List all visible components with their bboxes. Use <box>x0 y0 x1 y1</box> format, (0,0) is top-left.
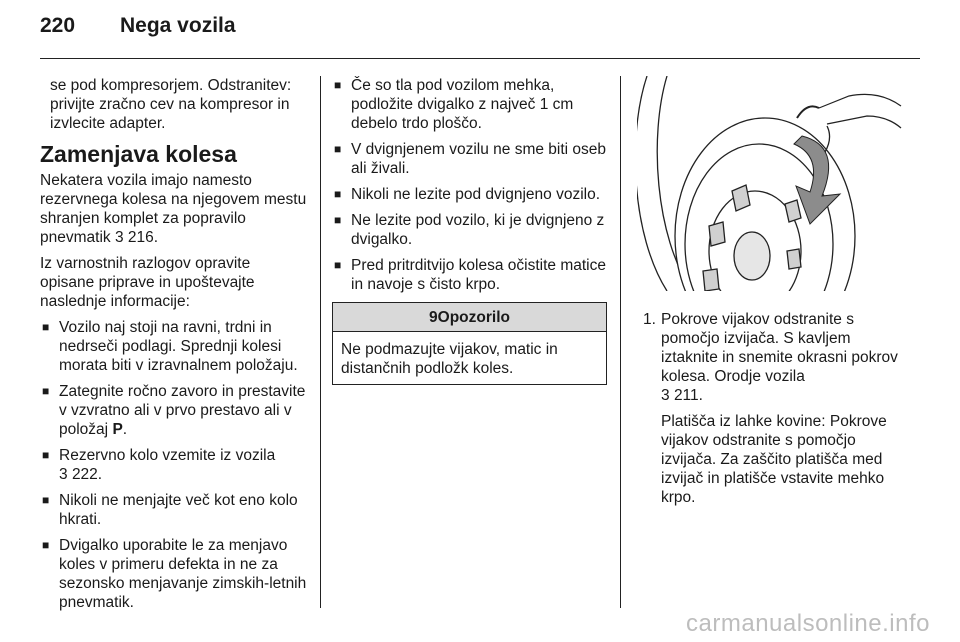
bullet-icon: ■ <box>334 258 342 272</box>
list-item: ■ Rezervno kolo vzemite iz vozila 3 222. <box>42 447 276 483</box>
gear-position: P <box>112 421 123 438</box>
bullet-icon: ■ <box>334 78 342 92</box>
step-1-note: Platišča iz lahke kovine: Pokrove vijakov odstranite s pomočjo izvijača. Za zaščito platišča med izvijač in platišče vstavite mehko krpo. <box>661 413 887 506</box>
step-1: 1. Pokrove vijakov odstranite s pomočjo izvijača. S kavljem iztaknite in snemite okrasni pokrov kolesa. Orodje vozila 3 211. <box>643 311 898 404</box>
bullet-icon: ■ <box>42 320 50 334</box>
safety-list-continued <box>332 76 607 294</box>
bullet-icon: ■ <box>42 384 50 398</box>
warning-icon: 9 <box>429 309 438 326</box>
warning-header <box>333 303 606 332</box>
bullet-icon: ■ <box>334 142 342 156</box>
list-item: ■ Ne lezite pod vozilo, ki je dvignjeno z dvigalko. <box>334 212 605 248</box>
list-item: ■ Zategnite ročno zavoro in prestavite v vzvratno ali v prvo prestavo ali v položaj P. <box>42 383 306 438</box>
warning-box <box>332 302 607 385</box>
list-item: ■ Vozilo naj stoji na ravni, trdni in nedrseči podlagi. Sprednji kolesi morata biti v izravnalnem položaju. <box>42 319 298 374</box>
wheel-cover-removal-illustration <box>637 76 902 291</box>
safety-list <box>40 318 308 612</box>
list-item: ■ Dvigalko uporabite le za menjavo koles v primeru defekta in ne za sezonsko menjavanje zimskih-letnih pnevmatik. <box>42 537 307 611</box>
bullet-icon: ■ <box>334 187 342 201</box>
intro-text: se pod kompresorjem. Odstranitev: privijte zračno cev na kompresor in izvlecite adapter. <box>50 77 292 132</box>
header-rule <box>40 58 920 59</box>
column-3 <box>637 76 902 514</box>
step-number: 1. <box>643 311 656 328</box>
section-heading: Zamenjava kolesa <box>40 141 237 167</box>
list-item: ■ Pred pritrditvijo kolesa očistite matice in navoje s čisto krpo. <box>334 257 606 293</box>
ref-arrow-icon: 3 <box>661 387 670 404</box>
list-item: ■ Če so tla pod vozilom mehka, podložite dvigalko z največ 1 cm debelo trdo ploščo. <box>334 77 574 132</box>
instruction-steps <box>637 310 902 507</box>
page-reference[interactable]: 222. <box>71 466 103 483</box>
warning-title: Opozorilo <box>437 309 510 326</box>
bullet-icon: ■ <box>42 538 50 552</box>
bullet-icon: ■ <box>42 493 50 507</box>
list-item: ■ V dvignjenem vozilu ne sme biti oseb ali živali. <box>334 141 607 177</box>
paragraph-2: Iz varnostnih razlogov opravite opisane priprave in upoštevajte naslednje informacije: <box>40 255 255 310</box>
page-title: Nega vozila <box>120 14 236 37</box>
column-2 <box>332 76 607 385</box>
warning-text: Ne podmazujte vijakov, matic in distančnih podložk koles. <box>341 341 558 377</box>
column-divider <box>620 76 621 608</box>
page-header <box>40 14 236 50</box>
page-number: 220 <box>40 14 76 37</box>
bullet-icon: ■ <box>42 448 50 462</box>
column-divider <box>320 76 321 608</box>
page-reference[interactable]: 211. <box>673 387 703 404</box>
paragraph-1: Nekatera vozila imajo namesto rezervnega kolesa na njegovem mestu shranjen komplet za popravilo pnevmatik 3 216. <box>40 172 307 246</box>
ref-arrow-icon: 3 <box>59 466 68 483</box>
bullet-icon: ■ <box>334 213 342 227</box>
column-1 <box>40 76 308 619</box>
ref-arrow-icon: 3 <box>114 229 124 246</box>
page-reference[interactable]: 216. <box>127 229 159 246</box>
watermark: carmanualsonline.info <box>686 610 930 637</box>
list-item: ■ Nikoli ne lezite pod dvignjeno vozilo. <box>334 186 601 203</box>
list-item: ■ Nikoli ne menjajte več kot eno kolo hkrati. <box>42 492 298 528</box>
